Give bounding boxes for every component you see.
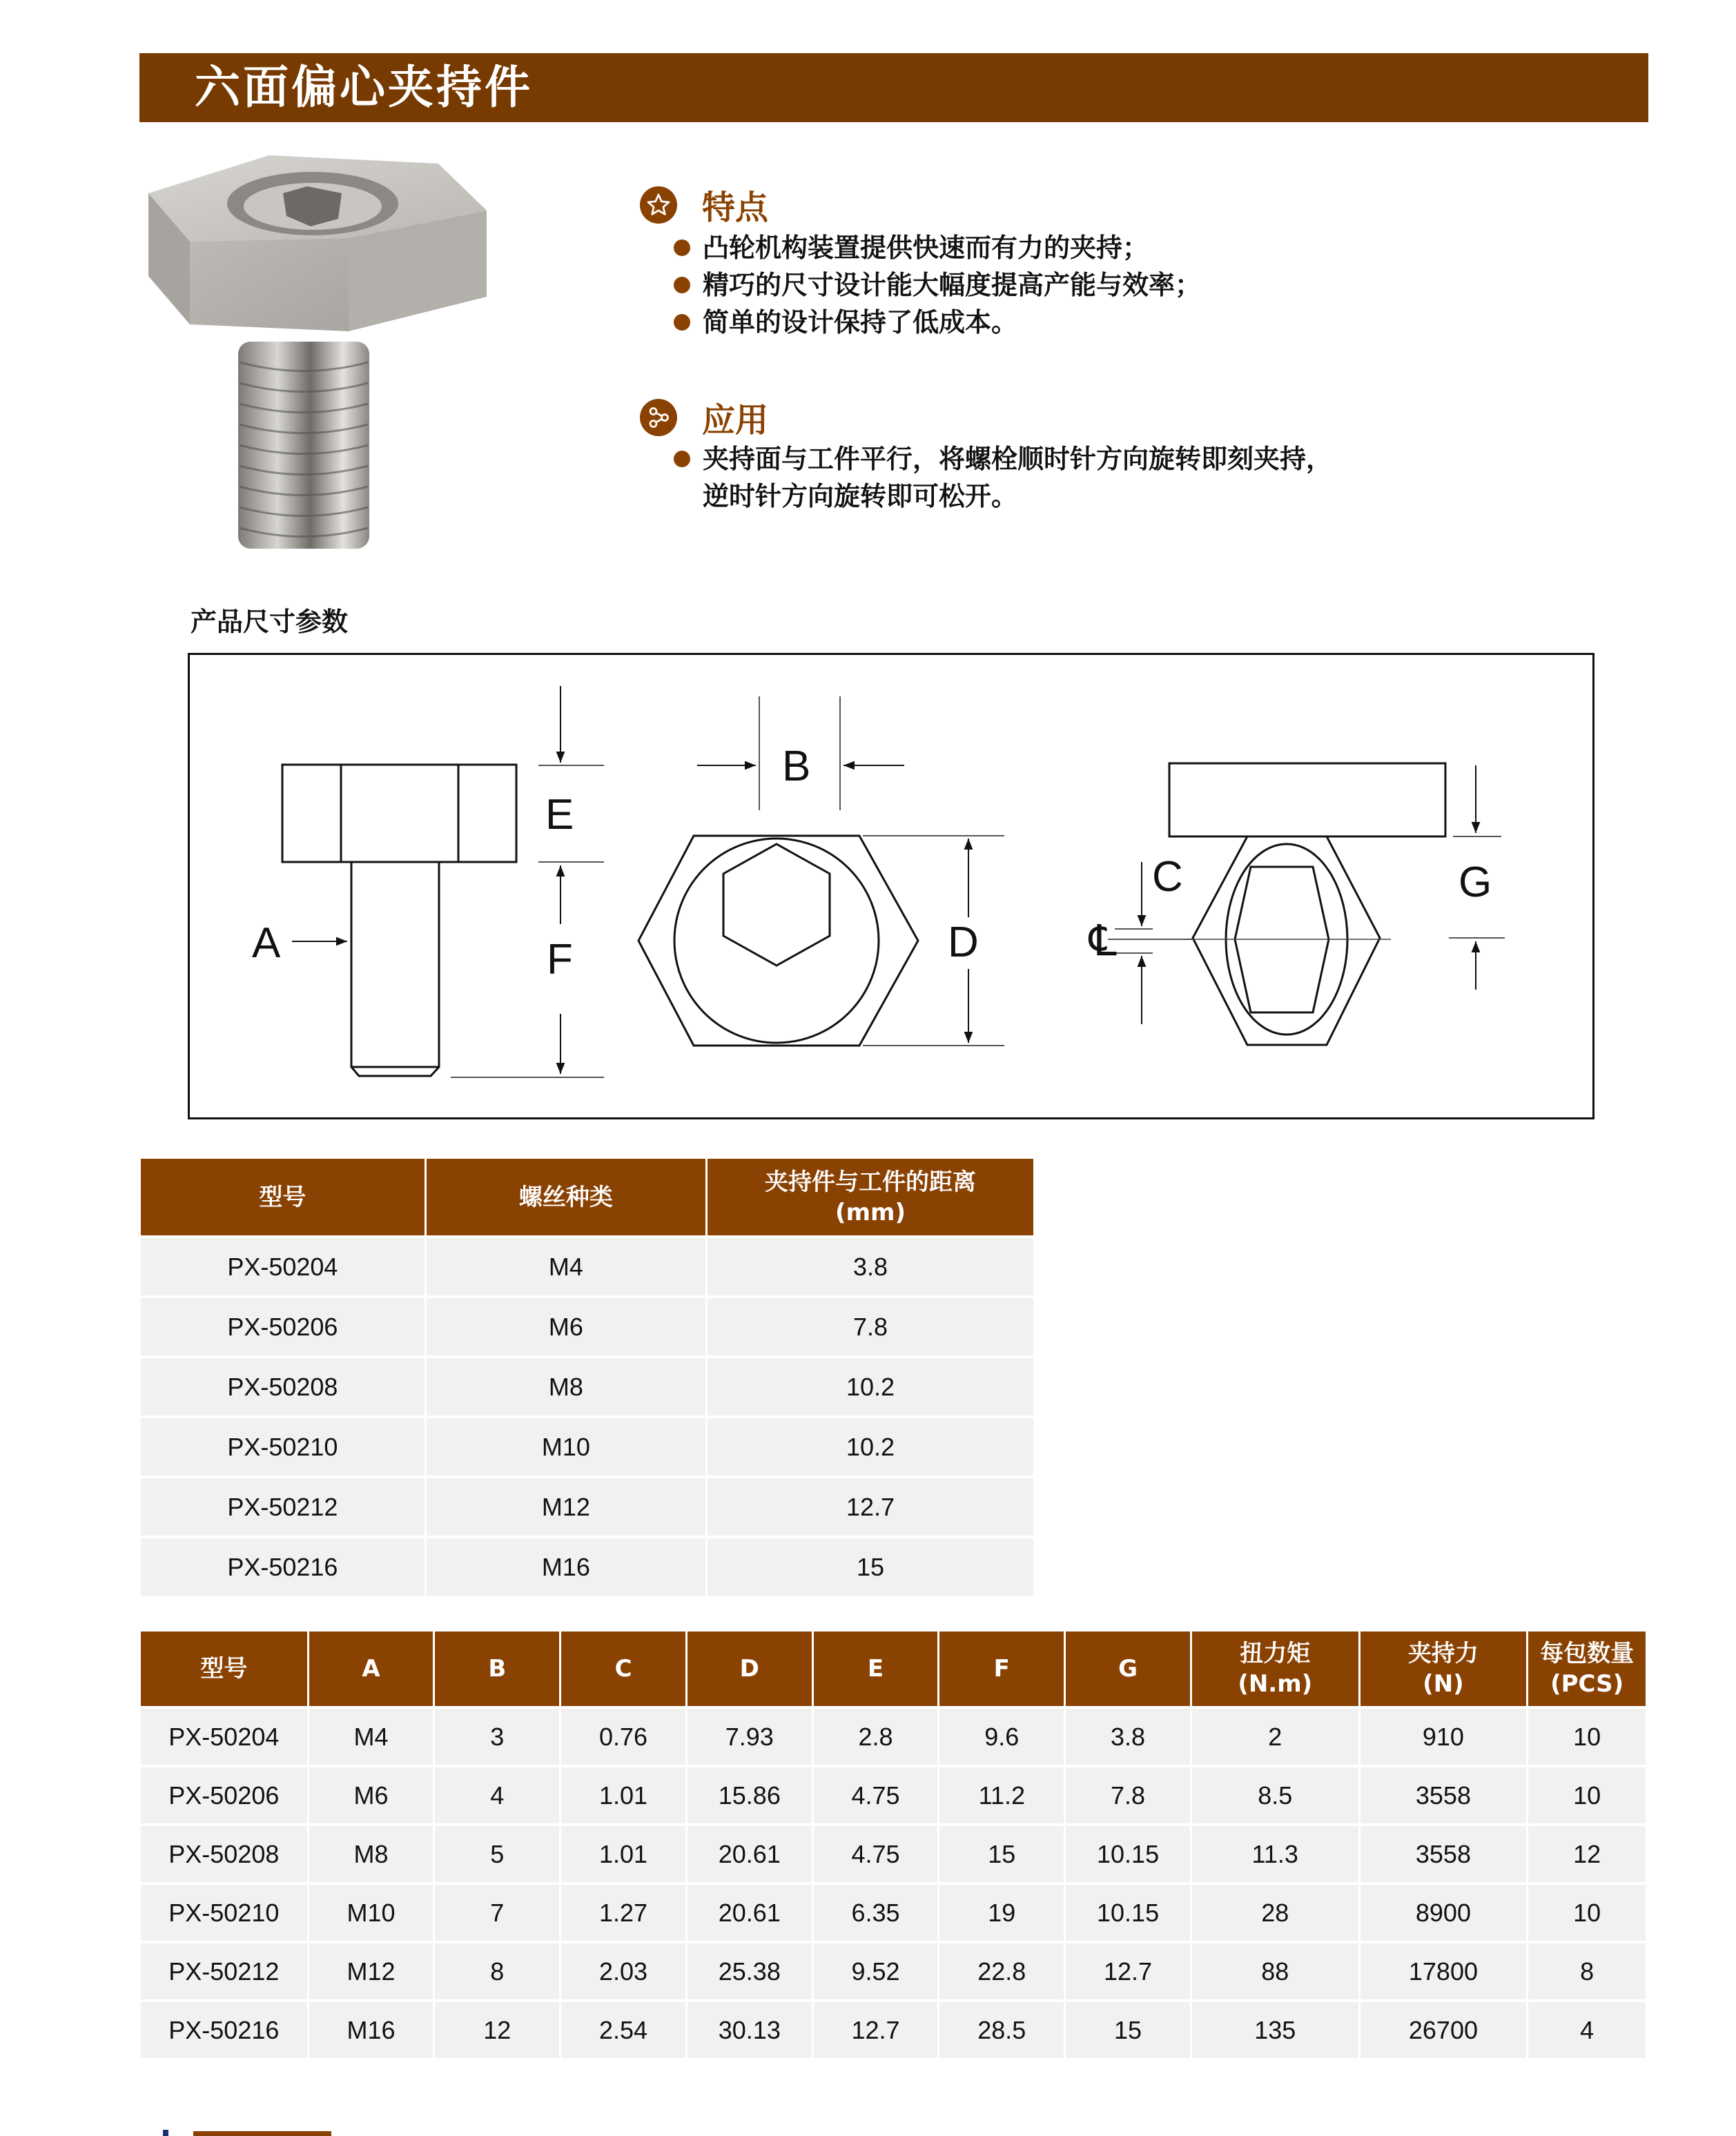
table-cell: 10.2	[708, 1415, 1033, 1476]
table-cell: 10	[1528, 1882, 1646, 1941]
table-cell: 12.7	[814, 1999, 940, 2058]
table-cell: 4.75	[814, 1765, 940, 1823]
table-cell: PX-50216	[141, 1536, 427, 1596]
table-cell: 8	[435, 1941, 561, 1999]
column-header-line: F	[993, 1655, 1010, 1683]
column-header-line: 每包数量	[1540, 1640, 1635, 1667]
table-cell: 7.8	[1066, 1765, 1192, 1823]
table-cell: 19	[939, 1882, 1066, 1941]
table-cell: 3.8	[708, 1235, 1033, 1295]
column-header	[141, 1159, 427, 1235]
column-header-line: 型号	[200, 1655, 248, 1683]
bullet-icon	[674, 451, 690, 467]
table-cell: 10.15	[1066, 1882, 1192, 1941]
footer-marker	[163, 2130, 168, 2136]
table-cell: 28	[1192, 1882, 1360, 1941]
table-cell: M12	[427, 1476, 708, 1536]
table-cell: 11.2	[939, 1765, 1066, 1823]
table-cell: 3.8	[1066, 1706, 1192, 1765]
column-header-line: 扭力矩	[1240, 1640, 1311, 1667]
table-cell: M16	[309, 1999, 436, 2058]
table-cell: 8900	[1360, 1882, 1529, 1941]
column-header	[1192, 1632, 1360, 1706]
table-cell: M16	[427, 1536, 708, 1596]
table-cell: 135	[1192, 1999, 1360, 2058]
top-view	[638, 836, 918, 1046]
column-header-line: (PCS)	[1550, 1670, 1624, 1698]
table-cell: PX-50216	[141, 1999, 309, 2058]
table-cell: PX-50212	[141, 1941, 309, 1999]
table-header-row	[141, 1632, 1646, 1706]
dimensions-section-label: 产品尺寸参数	[191, 607, 349, 637]
column-header	[141, 1632, 309, 1706]
table-cell: M6	[309, 1765, 436, 1823]
label-c: C	[1152, 853, 1183, 901]
product-image	[148, 155, 507, 569]
table-cell: 3558	[1360, 1823, 1529, 1882]
label-b: B	[782, 743, 811, 790]
column-header-line: C	[614, 1655, 632, 1683]
column-header-line: B	[488, 1655, 507, 1683]
table-cell: 12	[435, 1999, 561, 2058]
table-cell: 3558	[1360, 1765, 1529, 1823]
application-item: 夹持面与工件平行，将螺栓顺时针方向旋转即刻夹持， 逆时针方向旋转即可松开。	[674, 440, 1332, 515]
feature-item: 凸轮机构装置提供快速而有力的夹持；	[674, 229, 1201, 266]
column-header	[708, 1159, 1033, 1235]
table-cell: 28.5	[939, 1999, 1066, 2058]
column-header-line: (mm)	[835, 1198, 906, 1226]
footer-heading-fragment	[193, 2131, 331, 2136]
table-cell: M6	[427, 1295, 708, 1355]
star-icon	[640, 186, 677, 224]
table-cell: M4	[309, 1706, 436, 1765]
table-cell: M4	[427, 1235, 708, 1295]
column-header	[435, 1632, 561, 1706]
column-header	[561, 1632, 687, 1706]
table-cell: M12	[309, 1941, 436, 1999]
table-cell: 15.86	[687, 1765, 814, 1823]
column-header-line: E	[867, 1655, 884, 1683]
table-cell: 12.7	[1066, 1941, 1192, 1999]
table-cell: M8	[309, 1823, 436, 1882]
table-cell: 11.3	[1192, 1823, 1360, 1882]
table-cell: 4	[1528, 1999, 1646, 2058]
column-header	[814, 1632, 940, 1706]
dimension-drawing	[190, 655, 1597, 1121]
table-cell: 30.13	[687, 1999, 814, 2058]
table-cell: PX-50208	[141, 1823, 309, 1882]
table-cell: 15	[939, 1823, 1066, 1882]
features-heading: 特点	[702, 188, 769, 227]
table-cell: M8	[427, 1355, 708, 1415]
title-bar	[139, 53, 1648, 122]
table-cell: 4	[435, 1765, 561, 1823]
table-cell: 2.8	[814, 1706, 940, 1765]
table-cell: PX-50204	[141, 1706, 309, 1765]
table-cell: 7	[435, 1882, 561, 1941]
table-cell: M10	[309, 1882, 436, 1941]
table-row	[141, 1295, 1033, 1355]
table-row	[141, 1882, 1646, 1941]
table-row	[141, 1706, 1646, 1765]
table-cell: 1.27	[561, 1882, 687, 1941]
table-cell: 7.8	[708, 1295, 1033, 1355]
table-cell: 4.75	[814, 1823, 940, 1882]
table-cell: 20.61	[687, 1882, 814, 1941]
table-row	[141, 1235, 1033, 1295]
column-header-line: 夹持力	[1407, 1640, 1479, 1667]
column-header	[1528, 1632, 1646, 1706]
column-header-line: D	[739, 1655, 759, 1683]
side-view	[282, 765, 516, 1076]
table-cell: 2	[1192, 1706, 1360, 1765]
table-cell: PX-50210	[141, 1882, 309, 1941]
table-row	[141, 1765, 1646, 1823]
bullet-icon	[674, 314, 690, 331]
label-g: G	[1459, 859, 1492, 906]
table-cell: 5	[435, 1823, 561, 1882]
clamp-view	[1169, 763, 1445, 1045]
table-cell: 8.5	[1192, 1765, 1360, 1823]
table-cell: 22.8	[939, 1941, 1066, 1999]
table-cell: 20.61	[687, 1823, 814, 1882]
table-cell: 9.52	[814, 1941, 940, 1999]
column-header	[1360, 1632, 1529, 1706]
table-cell: 1.01	[561, 1765, 687, 1823]
table-cell: 10	[1528, 1765, 1646, 1823]
table-row	[141, 1941, 1646, 1999]
thread-shank	[238, 342, 369, 549]
table-cell: 9.6	[939, 1706, 1066, 1765]
table-cell: 7.93	[687, 1706, 814, 1765]
feature-item: 精巧的尺寸设计能大幅度提高产能与效率；	[674, 266, 1201, 304]
table-row	[141, 1999, 1646, 2058]
column-header-line: G	[1118, 1655, 1138, 1683]
table-cell: PX-50212	[141, 1476, 427, 1536]
table-row	[141, 1355, 1033, 1415]
table-cell: 25.38	[687, 1941, 814, 1999]
column-header	[427, 1159, 708, 1235]
table-cell: 8	[1528, 1941, 1646, 1999]
table-cell: 2.03	[561, 1941, 687, 1999]
spec-table	[141, 1632, 1646, 2058]
table-cell: PX-50206	[141, 1765, 309, 1823]
table-cell: 15	[1066, 1999, 1192, 2058]
table-cell: 10.15	[1066, 1823, 1192, 1882]
features-header	[640, 181, 768, 228]
table-cell: 3	[435, 1706, 561, 1765]
table-cell: 910	[1360, 1706, 1529, 1765]
table-cell: 10.2	[708, 1355, 1033, 1415]
column-header-line: A	[362, 1655, 380, 1683]
column-header-line: 夹持件与工件的距离	[765, 1168, 977, 1196]
share-nodes-icon	[640, 399, 677, 436]
page-title: 六面偏心夹持件	[195, 61, 533, 114]
label-a: A	[252, 919, 281, 967]
bullet-icon	[674, 277, 690, 293]
distance-table	[141, 1159, 1033, 1596]
table-cell: 88	[1192, 1941, 1360, 1999]
table-cell: M10	[427, 1415, 708, 1476]
table-cell: 6.35	[814, 1882, 940, 1941]
table-row	[141, 1415, 1033, 1476]
features-list	[674, 229, 1201, 341]
column-header	[1066, 1632, 1192, 1706]
table-cell: 12.7	[708, 1476, 1033, 1536]
table-cell: 15	[708, 1536, 1033, 1596]
column-header-line: 螺丝种类	[518, 1183, 613, 1211]
feature-item: 简单的设计保持了低成本。	[674, 304, 1201, 341]
bullet-icon	[674, 239, 690, 256]
table-cell: PX-50206	[141, 1295, 427, 1355]
column-header-line: (N)	[1423, 1670, 1464, 1698]
column-header	[309, 1632, 436, 1706]
column-header-line: 型号	[259, 1183, 306, 1211]
table-cell: 10	[1528, 1706, 1646, 1765]
column-header	[939, 1632, 1066, 1706]
table-cell: 26700	[1360, 1999, 1529, 2058]
application-heading: 应用	[702, 401, 769, 440]
table-row	[141, 1476, 1033, 1536]
table-cell: 2.54	[561, 1999, 687, 2058]
label-e: E	[545, 791, 574, 839]
table-cell: 1.01	[561, 1823, 687, 1882]
column-header	[687, 1632, 814, 1706]
table-header-row	[141, 1159, 1033, 1235]
table-cell: 17800	[1360, 1941, 1529, 1999]
label-d: D	[948, 919, 979, 966]
table-cell: PX-50210	[141, 1415, 427, 1476]
column-header-line: (N.m)	[1238, 1670, 1313, 1698]
table-row	[141, 1536, 1033, 1596]
table-cell: 12	[1528, 1823, 1646, 1882]
application-header	[640, 393, 768, 441]
table-cell: PX-50208	[141, 1355, 427, 1415]
label-f: F	[547, 936, 573, 983]
hex-clamp-illustration	[148, 155, 507, 569]
table-cell: PX-50204	[141, 1235, 427, 1295]
table-cell: 0.76	[561, 1706, 687, 1765]
dimension-diagram	[188, 653, 1594, 1119]
application-list	[674, 440, 1332, 515]
label-centerline: ℄	[1089, 917, 1117, 965]
table-row	[141, 1823, 1646, 1882]
